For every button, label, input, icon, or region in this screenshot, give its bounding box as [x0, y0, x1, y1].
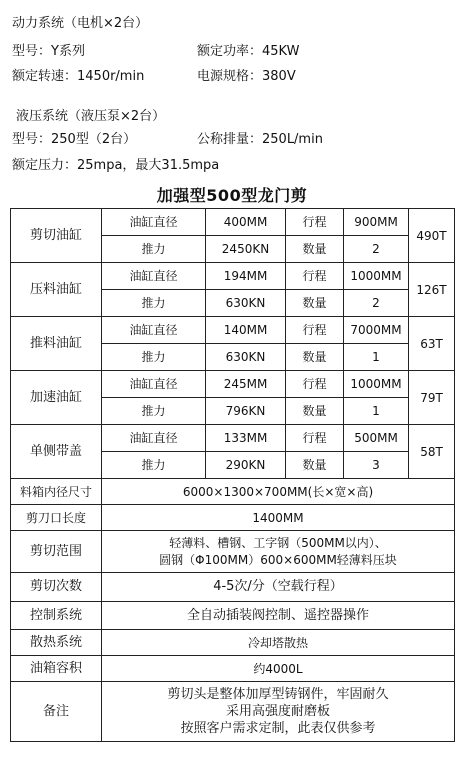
label-cyl-diameter: 油缸直径: [102, 209, 206, 236]
hydraulic-system-title: 液压系统（液压泵×2台）: [16, 109, 166, 124]
thrust-value: 796KN: [206, 398, 286, 425]
box-size-value: 6000×1300×700MM(长×宽×高): [102, 479, 455, 505]
notes-line-2: 采用高强度耐磨板: [225, 704, 330, 719]
cooling-value: 冷却塔散热: [102, 630, 455, 656]
label-cyl-diameter: 油缸直径: [102, 371, 206, 398]
spec-row-box-size: [11, 479, 455, 505]
label-stroke: 行程: [286, 317, 344, 344]
label-quantity: 数量: [286, 398, 344, 425]
cylinder-name: 加速油缸: [11, 371, 102, 425]
spec-row-cut-range: [11, 531, 455, 573]
table-title: 加强型500型龙门剪: [156, 186, 308, 205]
cylinder-name: 推料油缸: [11, 317, 102, 371]
stroke-value: 900MM: [344, 209, 409, 236]
spec-row-cut-count: [11, 573, 455, 602]
label-thrust: 推力: [102, 236, 206, 263]
cylinder-row-diameter: [11, 425, 455, 452]
label-quantity: 数量: [286, 452, 344, 479]
spec-table: [10, 208, 455, 742]
label-thrust: 推力: [102, 452, 206, 479]
cooling-label: 散热系统: [11, 630, 102, 656]
spec-row-blade-length: [11, 505, 455, 531]
cyl-diameter-value: 140MM: [206, 317, 286, 344]
label-stroke: 行程: [286, 263, 344, 290]
label-quantity: 数量: [286, 290, 344, 317]
stroke-value: 500MM: [344, 425, 409, 452]
cut-range-label: 剪切范围: [11, 531, 102, 573]
spec-row-cooling: [11, 630, 455, 656]
power-row-1: [12, 40, 300, 59]
cut-range-line-2: 圆钢（Φ100MM）600×600MM轻薄料压块: [159, 552, 397, 567]
notes-line-3: 按照客户需求定制，此表仅供参考: [180, 721, 376, 736]
tank-value: 约4000L: [102, 656, 455, 682]
rated-power: 额定功率：45KW: [197, 44, 300, 59]
spec-row-tank: [11, 656, 455, 682]
notes-label: 备注: [11, 682, 102, 742]
quantity-value: 3: [344, 452, 409, 479]
cylinder-row-diameter: [11, 263, 455, 290]
label-thrust: 推力: [102, 398, 206, 425]
label-stroke: 行程: [286, 371, 344, 398]
cyl-diameter-value: 245MM: [206, 371, 286, 398]
stroke-value: 7000MM: [344, 317, 409, 344]
box-size-label: 料箱内径尺寸: [11, 479, 102, 505]
label-cyl-diameter: 油缸直径: [102, 425, 206, 452]
blade-length-label: 剪刀口长度: [11, 505, 102, 531]
cylinder-name: 压料油缸: [11, 263, 102, 317]
cylinder-row-diameter: [11, 209, 455, 236]
quantity-value: 2: [344, 290, 409, 317]
cyl-diameter-value: 194MM: [206, 263, 286, 290]
thrust-value: 630KN: [206, 344, 286, 371]
pump-model: 型号：250型（2台）: [12, 132, 137, 147]
spec-row-notes: [11, 682, 455, 742]
rated-pressure: 额定压力：25mpa，最大31.5mpa: [12, 158, 220, 173]
cyl-diameter-value: 400MM: [206, 209, 286, 236]
power-system-title: 动力系统（电机×2台）: [12, 16, 149, 31]
label-cyl-diameter: 油缸直径: [102, 263, 206, 290]
control-value: 全自动插装阀控制、遥控器操作: [102, 602, 455, 630]
quantity-value: 1: [344, 344, 409, 371]
cut-count-value: 4-5次/分（空载行程）: [102, 573, 455, 602]
quantity-value: 1: [344, 398, 409, 425]
cut-range-line-1: 轻薄料、槽钢、工字钢（500MM以内）、: [169, 535, 387, 550]
cut-range-value: [102, 531, 455, 573]
cylinder-name: 单侧带盖: [11, 425, 102, 479]
power-row-2: [12, 65, 296, 84]
label-thrust: 推力: [102, 344, 206, 371]
thrust-value: 630KN: [206, 290, 286, 317]
label-quantity: 数量: [286, 236, 344, 263]
cut-count-label: 剪切次数: [11, 573, 102, 602]
thrust-value: 2450KN: [206, 236, 286, 263]
stroke-value: 1000MM: [344, 263, 409, 290]
tank-label: 油箱容积: [11, 656, 102, 682]
label-stroke: 行程: [286, 209, 344, 236]
label-stroke: 行程: [286, 425, 344, 452]
force-value: 79T: [409, 371, 455, 425]
force-value: 63T: [409, 317, 455, 371]
quantity-value: 2: [344, 236, 409, 263]
blade-length-value: 1400MM: [102, 505, 455, 531]
force-value: 126T: [409, 263, 455, 317]
motor-model: 型号：Y系列: [12, 44, 85, 59]
spec-row-control: [11, 602, 455, 630]
displacement: 公称排量：250L/min: [197, 132, 323, 147]
force-value: 58T: [409, 425, 455, 479]
hydraulic-row-1: [12, 128, 323, 147]
power-spec: 电源规格：380V: [197, 69, 296, 84]
control-label: 控制系统: [11, 602, 102, 630]
notes-value: [102, 682, 455, 742]
thrust-value: 290KN: [206, 452, 286, 479]
cyl-diameter-value: 133MM: [206, 425, 286, 452]
label-thrust: 推力: [102, 290, 206, 317]
cylinder-row-diameter: [11, 317, 455, 344]
notes-line-1: 剪切头是整体加厚型铸钢件，牢固耐久: [167, 687, 389, 702]
cylinder-row-diameter: [11, 371, 455, 398]
force-value: 490T: [409, 209, 455, 263]
stroke-value: 1000MM: [344, 371, 409, 398]
label-quantity: 数量: [286, 344, 344, 371]
cylinder-name: 剪切油缸: [11, 209, 102, 263]
rated-speed: 额定转速：1450r/min: [12, 69, 145, 84]
label-cyl-diameter: 油缸直径: [102, 317, 206, 344]
